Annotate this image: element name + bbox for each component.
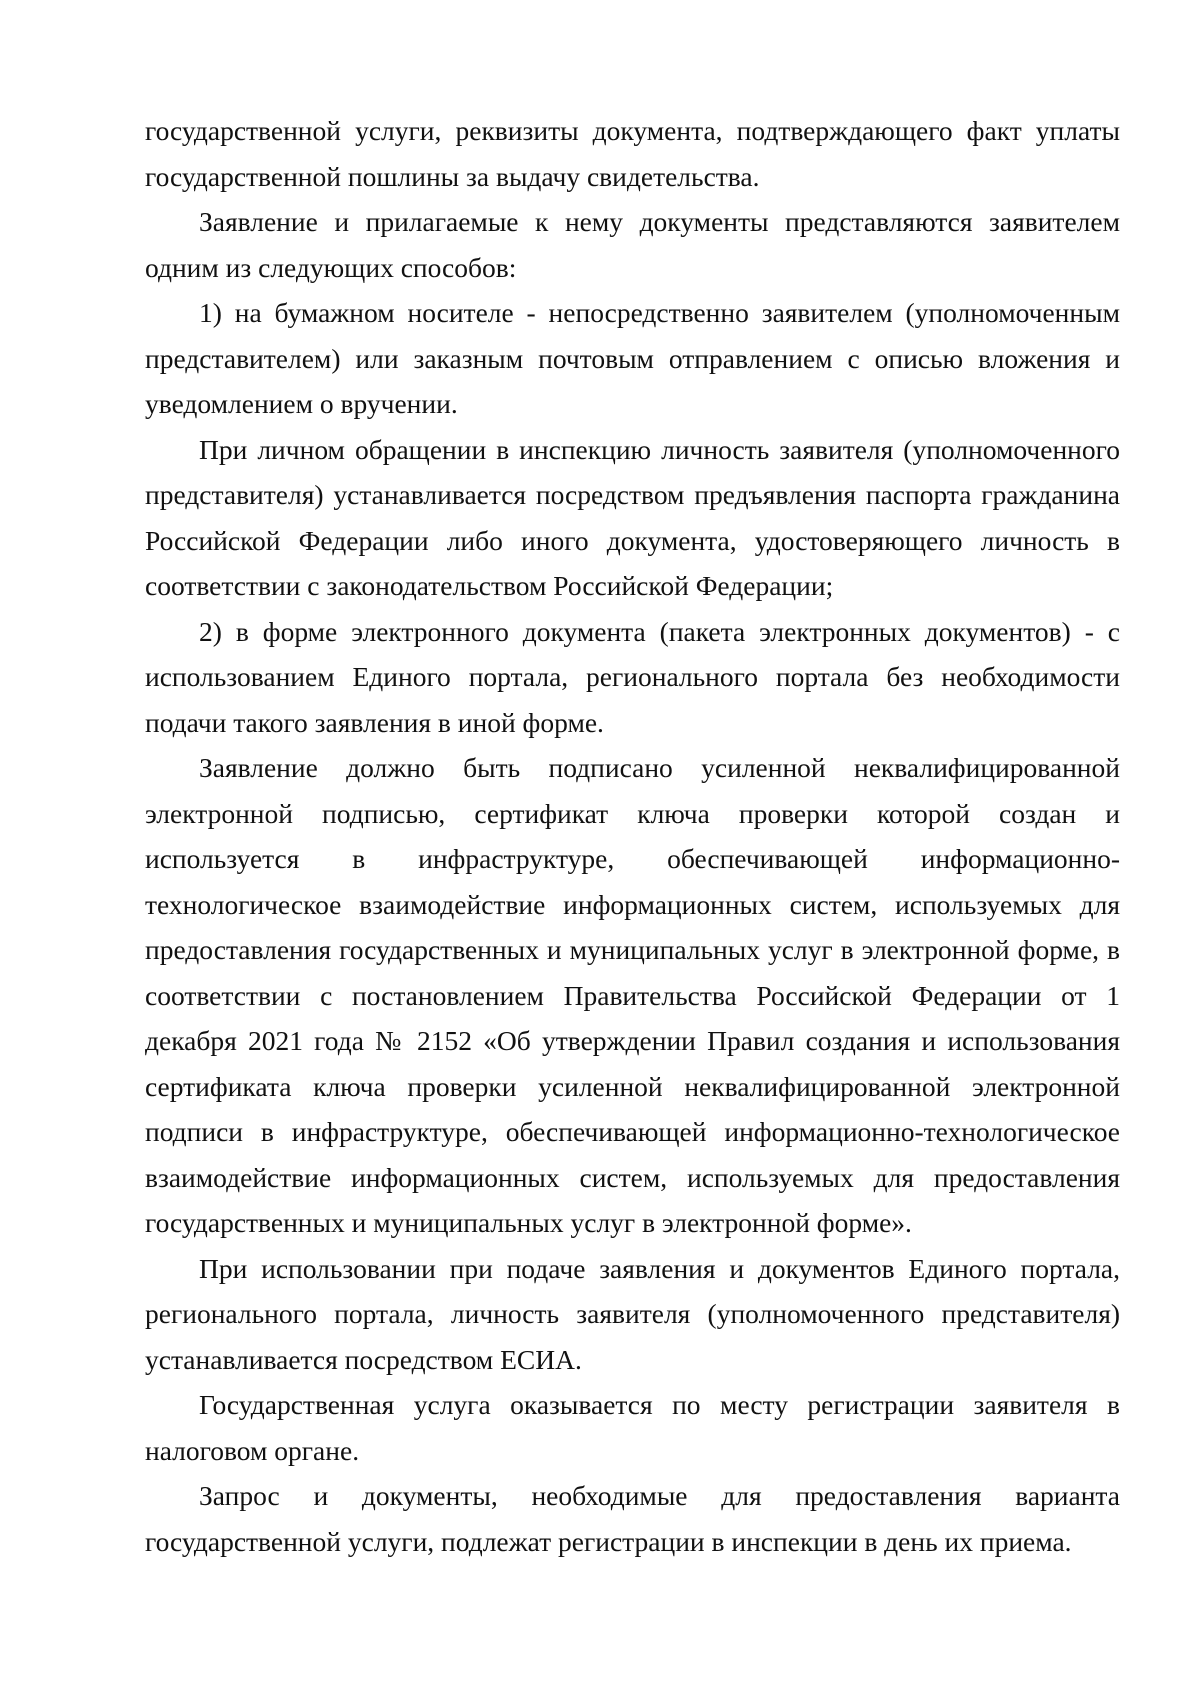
paragraph-paper-method: 1) на бумажном носителе - непосредственно заявителем (уполномоченным представителем) или заказным почтовым отправлением с описью вложения и уведомлением о вручении.	[145, 297, 1120, 419]
paragraph-esia-identity: При использовании при подаче заявления и документов Единого портала, регионального портала, личность заявителя (уполномоченного представителя) устанавливается посредством ЕСИА.	[145, 1252, 1120, 1375]
paragraph-submission-methods: Заявление и прилагаемые к нему документы представляются заявителем одним из следующих способов:	[145, 206, 1120, 283]
document-page	[145, 108, 1120, 1564]
paragraph-registration-place: Государственная услуга оказывается по месту регистрации заявителя в налоговом органе.	[145, 1389, 1120, 1466]
paragraph-electronic-method: 2) в форме электронного документа (пакета электронных документов) - с использованием Единого портала, регионального портала без необходимости подачи такого заявления в иной форме.	[145, 615, 1120, 738]
paragraph-continuation: государственной услуги, реквизиты документа, подтверждающего факт уплаты государственной пошлины за выдачу свидетельства.	[145, 115, 1120, 192]
paragraph-electronic-signature: Заявление должно быть подписано усиленной неквалифицированной электронной подписью, сертификат ключа проверки которой создан и используется в инфраструктуре, обеспечивающей информационно-технологическое взаимодействие информационных систем, используемых для предоставления государственных и муниципальных услуг в электронной форме, в соответствии с постановлением Правительства Российской Федерации от 1 декабря 2021 года № 2152 «Об утверждении Правил создания и использования сертификата ключа проверки усиленной неквалифицированной электронной подписи в инфраструктуре, обеспечивающей информационно-технологическое взаимодействие информационных систем, используемых для предоставления государственных и муниципальных услуг в электронной форме».	[145, 752, 1120, 1238]
paragraph-personal-visit: При личном обращении в инспекцию личность заявителя (уполномоченного представителя) устанавливается посредством предъявления паспорта гражданина Российской Федерации либо иного документа, удостоверяющего личность в соответствии с законодательством Российской Федерации;	[145, 433, 1120, 601]
paragraph-request-registration: Запрос и документы, необходимые для предоставления варианта государственной услуги, подлежат регистрации в инспекции в день их приема.	[145, 1480, 1120, 1557]
